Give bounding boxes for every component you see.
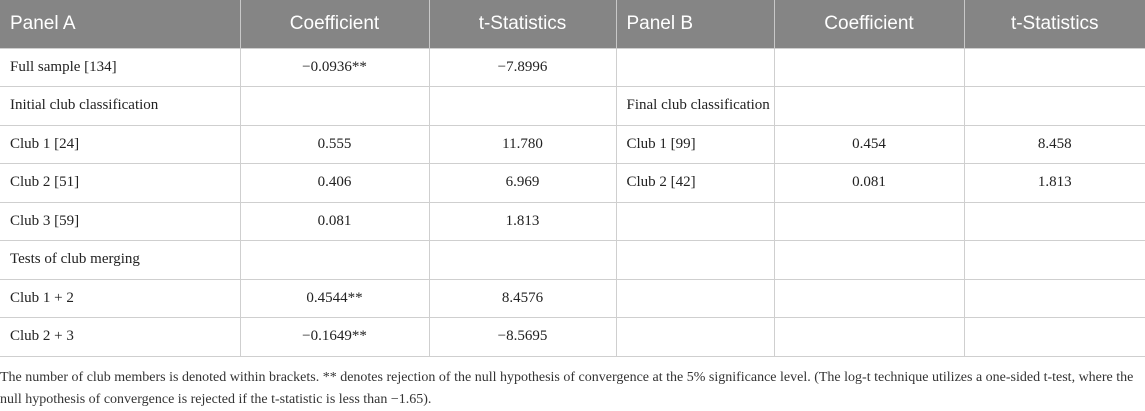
table-cell: −7.8996: [429, 48, 616, 87]
table-cell: Final club classification: [616, 87, 774, 126]
table-cell: 8.4576: [429, 279, 616, 318]
table-cell: 11.780: [429, 125, 616, 164]
table-cell: [964, 318, 1145, 357]
table-cell: Club 2 + 3: [0, 318, 240, 357]
table-cell: Tests of club merging: [0, 241, 240, 280]
table-cell: [774, 87, 964, 126]
table-cell: 1.813: [429, 202, 616, 241]
table-cell: [616, 279, 774, 318]
table-cell: [774, 48, 964, 87]
header-panel-b: Panel B: [616, 0, 774, 48]
table-cell: 0.454: [774, 125, 964, 164]
table-cell: [616, 241, 774, 280]
table-row: [0, 318, 1145, 357]
table-cell: 8.458: [964, 125, 1145, 164]
table-row: [0, 48, 1145, 87]
table-cell: [774, 318, 964, 357]
table-cell: [616, 48, 774, 87]
header-coefficient-a: Coefficient: [240, 0, 429, 48]
table-cell: [964, 202, 1145, 241]
table-cell: −0.1649**: [240, 318, 429, 357]
table-cell: Club 1 [24]: [0, 125, 240, 164]
table-cell: Club 3 [59]: [0, 202, 240, 241]
table-cell: Initial club classification: [0, 87, 240, 126]
table-cell: 0.4544**: [240, 279, 429, 318]
table-cell: [616, 202, 774, 241]
table-cell: Club 2 [51]: [0, 164, 240, 203]
table-cell: 6.969: [429, 164, 616, 203]
table-row: [0, 164, 1145, 203]
table-cell: 0.406: [240, 164, 429, 203]
table-footnote: The number of club members is denoted within brackets. ** denotes rejection of the null hypothesis of convergence at the 5% significance level. (The log-t technique utilizes a one-sided t-test, where the null hypothesis of convergence is rejected if the t-statistic is less than −1.65).: [0, 369, 1134, 407]
table-cell: [964, 279, 1145, 318]
table-cell: Full sample [134]: [0, 48, 240, 87]
table-cell: 0.081: [774, 164, 964, 203]
table-row: [0, 241, 1145, 280]
table-row: [0, 87, 1145, 126]
table-cell: [240, 87, 429, 126]
table-header-row: [0, 0, 1145, 48]
table-cell: Club 1 + 2: [0, 279, 240, 318]
table-cell: [429, 87, 616, 126]
table-cell: 0.081: [240, 202, 429, 241]
table-cell: [964, 87, 1145, 126]
header-panel-a: Panel A: [0, 0, 240, 48]
header-t-statistics-a: t-Statistics: [429, 0, 616, 48]
table-cell: [774, 241, 964, 280]
table-cell: 1.813: [964, 164, 1145, 203]
table-cell: [429, 241, 616, 280]
header-coefficient-b: Coefficient: [774, 0, 964, 48]
table-cell: [774, 202, 964, 241]
table-row: [0, 279, 1145, 318]
table-cell: [616, 318, 774, 357]
table-cell: 0.555: [240, 125, 429, 164]
table-cell: −0.0936**: [240, 48, 429, 87]
table-cell: [774, 279, 964, 318]
table-cell: [240, 241, 429, 280]
table-cell: Club 1 [99]: [616, 125, 774, 164]
table-cell: [964, 241, 1145, 280]
table-cell: [964, 48, 1145, 87]
table-cell: −8.5695: [429, 318, 616, 357]
table-row: [0, 125, 1145, 164]
table-cell: Club 2 [42]: [616, 164, 774, 203]
header-t-statistics-b: t-Statistics: [964, 0, 1145, 48]
table-row: [0, 202, 1145, 241]
